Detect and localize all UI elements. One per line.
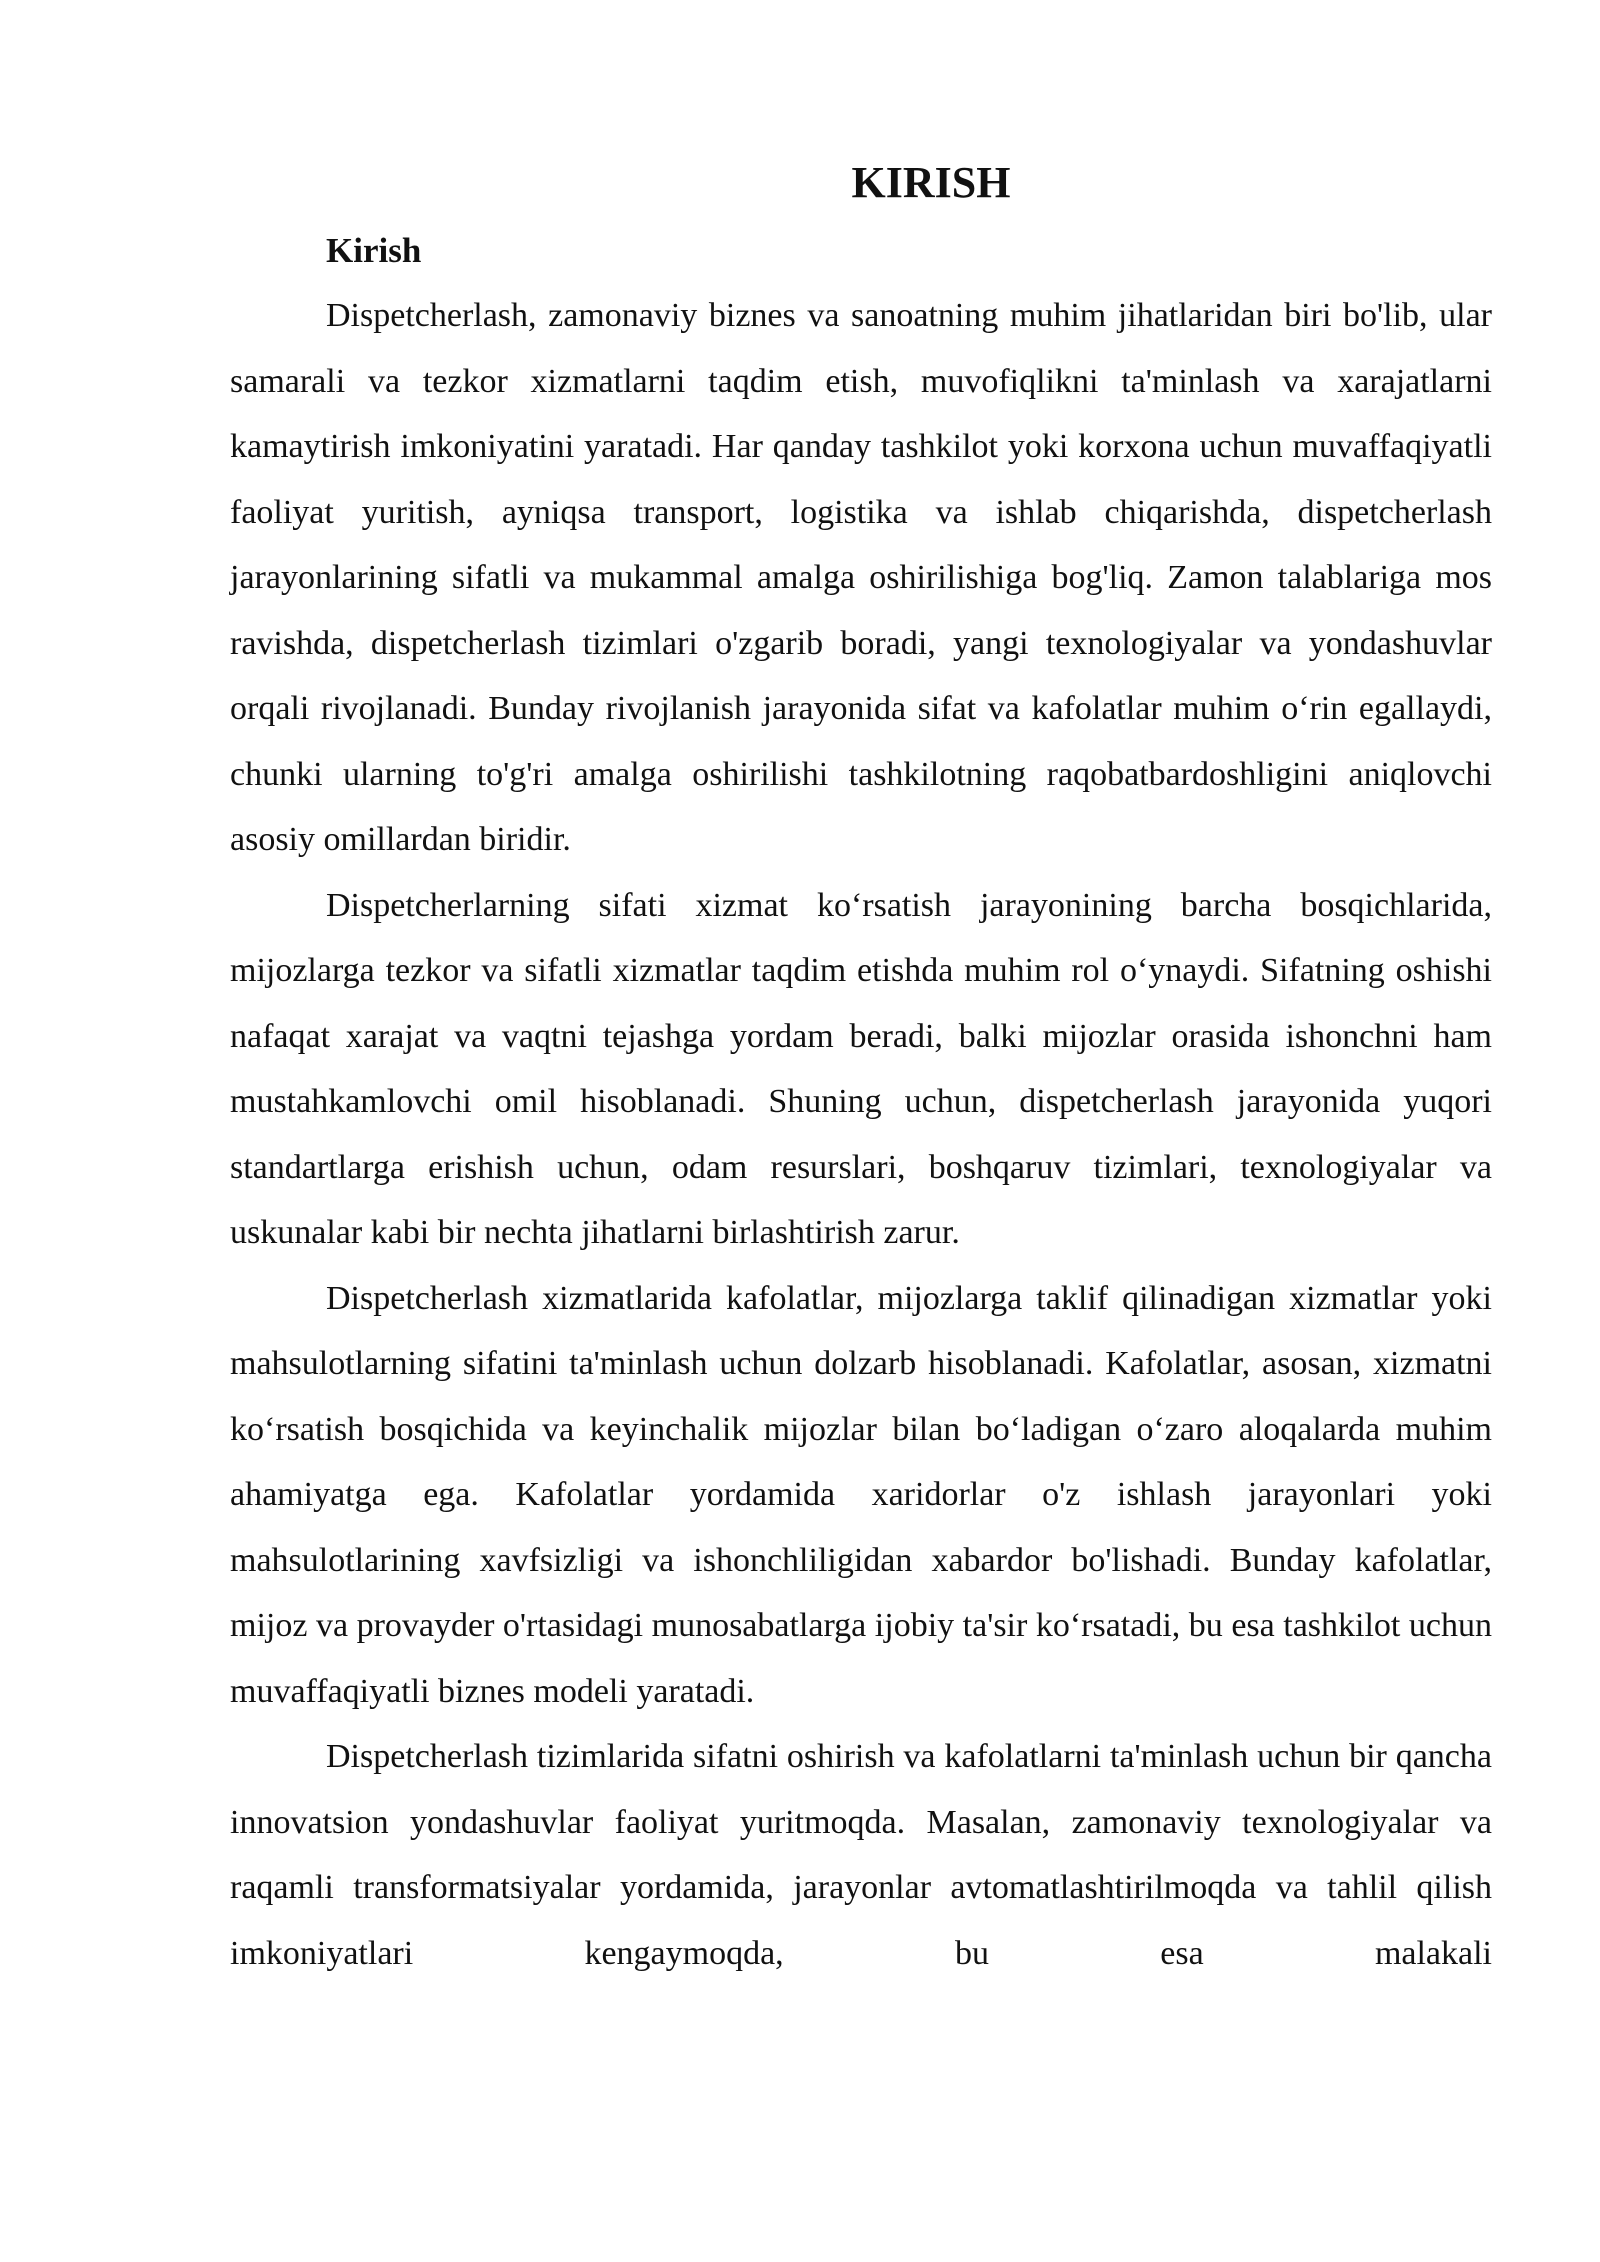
page-title: KIRISH bbox=[851, 158, 1011, 207]
paragraph-3: Dispetcherlash xizmatlarida kafolatlar, mijozlarga taklif qilinadigan xizmatlar yoki mahsulotlarning sifatini ta'minlash uchun dolzarb hisoblanadi. Kafolatlar, asosan, xizmatni koʻrsatish bosqichida va keyinchalik mijozlar bilan boʻladigan oʻzaro aloqalarda muhim ahamiyatga ega. Kafolatlar yordamida xaridorlar o'z ishlash jarayonlari yoki mahsulotlarining xavfsizligi va ishonchliligidan xabardor bo'lishadi. Bunday kafolatlar, mijoz va provayder o'rtasidagi munosabatlarga ijobiy ta'sir koʻrsatadi, bu esa tashkilot uchun muvaffaqiyatli biznes modeli yaratadi. bbox=[230, 1279, 1492, 1710]
document-body bbox=[230, 148, 1492, 1986]
paragraph-4: Dispetcherlash tizimlarida sifatni oshirish va kafolatlarni ta'minlash uchun bir qancha innovatsion yondashuvlar faoliyat yuritmoqda. Masalan, zamonaviy texnologiyalar va raqamli transformatsiyalar yordamida, jarayonlar avtomatlashtirilmoqda va tahlil qilish imkoniyatlari kengaymoqda, bu esa malakali bbox=[230, 1738, 1492, 1972]
paragraph-2: Dispetcherlarning sifati xizmat koʻrsatish jarayonining barcha bosqichlarida, mijozlarga tezkor va sifatli xizmatlar taqdim etishda muhim rol oʻynaydi. Sifatning oshishi nafaqat xarajat va vaqtni tejashga yordam beradi, balki mijozlar orasida ishonchni ham mustahkamlovchi omil hisoblanadi. Shuning uchun, dispetcherlash jarayonida yuqori standartlarga erishish uchun, odam resurslari, boshqaruv tizimlari, texnologiyalar va uskunalar kabi bir nechta jihatlarni birlashtirish zarur. bbox=[230, 886, 1492, 1251]
section-subtitle: Kirish bbox=[326, 231, 422, 270]
paragraph-1: Dispetcherlash, zamonaviy biznes va sanoatning muhim jihatlaridan biri bo'lib, ular samarali va tezkor xizmatlarni taqdim etish, muvofiqlikni ta'minlash va xarajatlarni kamaytirish imkoniyatini yaratadi. Har qanday tashkilot yoki korxona uchun muvaffaqiyatli faoliyat yuritish, ayniqsa transport, logistika va ishlab chiqarishda, dispetcherlash jarayonlarining sifatli va mukammal amalga oshirilishiga bog'liq. Zamon talablariga mos ravishda, dispetcherlash tizimlari o'zgarib boradi, yangi texnologiyalar va yondashuvlar orqali rivojlanadi. Bunday rivojlanish jarayonida sifat va kafolatlar muhim oʻrin egallaydi, chunki ularning to'g'ri amalga oshirilishi tashkilotning raqobatbardoshligini aniqlovchi asosiy omillardan biridir. bbox=[230, 297, 1492, 858]
